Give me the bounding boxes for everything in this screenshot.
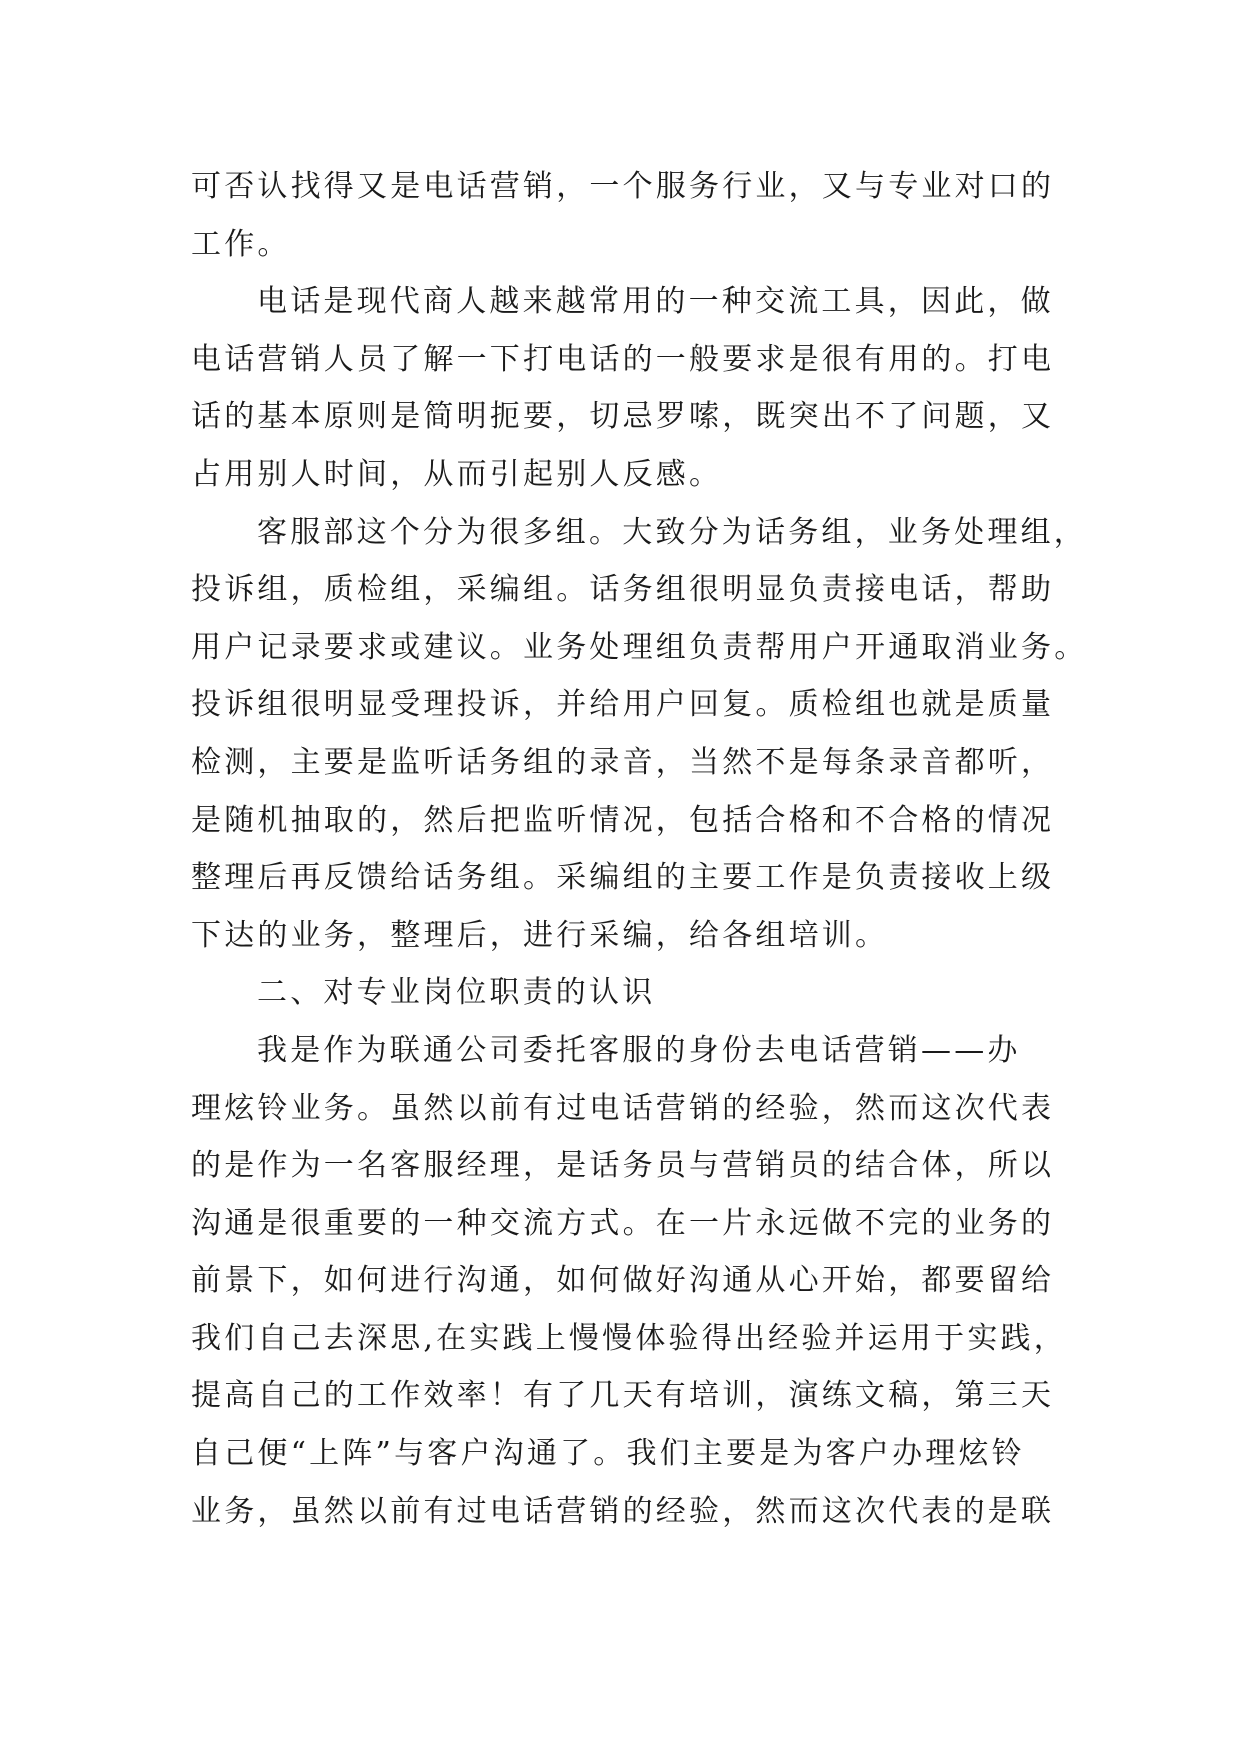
- text-line: 我是作为联通公司委托客服的身份去电话营销——办: [257, 1032, 1021, 1068]
- text-line: 投诉组，质检组，采编组。话务组很明显负责接电话，帮助: [191, 572, 1055, 608]
- document-body: [191, 158, 1088, 1540]
- text-line: 下达的业务，整理后，进行采编，给各组培训。: [191, 917, 889, 953]
- text-line: 用户记录要求或建议。业务处理组负责帮用户开通取消业务。: [191, 629, 1088, 665]
- text-line: 整理后再反馈给话务组。采编组的主要工作是负责接收上级: [191, 860, 1055, 896]
- text-line: 二、对专业岗位职责的认识: [257, 975, 656, 1011]
- text-line: 话的基本原则是简明扼要，切忌罗嗦，既突出不了问题，又: [191, 399, 1055, 435]
- text-line: 提高自己的工作效率！有了几天有培训，演练文稿，第三天: [191, 1378, 1055, 1414]
- text-line: 工作。: [191, 226, 291, 262]
- text-line: 检测，主要是监听话务组的录音，当然不是每条录音都听，: [191, 744, 1055, 780]
- text-line: 电话是现代商人越来越常用的一种交流工具，因此，做: [257, 284, 1054, 320]
- text-line: 电话营销人员了解一下打电话的一般要求是很有用的。打电: [191, 341, 1055, 377]
- text-line: 业务，虽然以前有过电话营销的经验，然而这次代表的是联: [191, 1493, 1055, 1529]
- text-line: 投诉组很明显受理投诉，并给用户回复。质检组也就是质量: [191, 687, 1055, 723]
- text-line: 的是作为一名客服经理，是话务员与营销员的结合体，所以: [191, 1148, 1055, 1184]
- text-line: 自己便“上阵”与客户沟通了。我们主要是为客户办理炫铃: [191, 1436, 1025, 1472]
- text-line: 客服部这个分为很多组。大致分为话务组，业务处理组，: [257, 514, 1087, 550]
- text-line: 是随机抽取的，然后把监听情况，包括合格和不合格的情况: [191, 802, 1055, 838]
- text-line: 我们自己去深思,在实践上慢慢体验得出经验并运用于实践，: [191, 1320, 1067, 1356]
- text-line: 占用别人时间，从而引起别人反感。: [191, 456, 723, 492]
- text-line: 沟通是很重要的一种交流方式。在一片永远做不完的业务的: [191, 1205, 1055, 1241]
- text-line: 可否认找得又是电话营销，一个服务行业，又与专业对口的: [191, 169, 1055, 204]
- text-line: 理炫铃业务。虽然以前有过电话营销的经验，然而这次代表: [191, 1090, 1055, 1126]
- text-line: 前景下，如何进行沟通，如何做好沟通从心开始，都要留给: [191, 1263, 1055, 1299]
